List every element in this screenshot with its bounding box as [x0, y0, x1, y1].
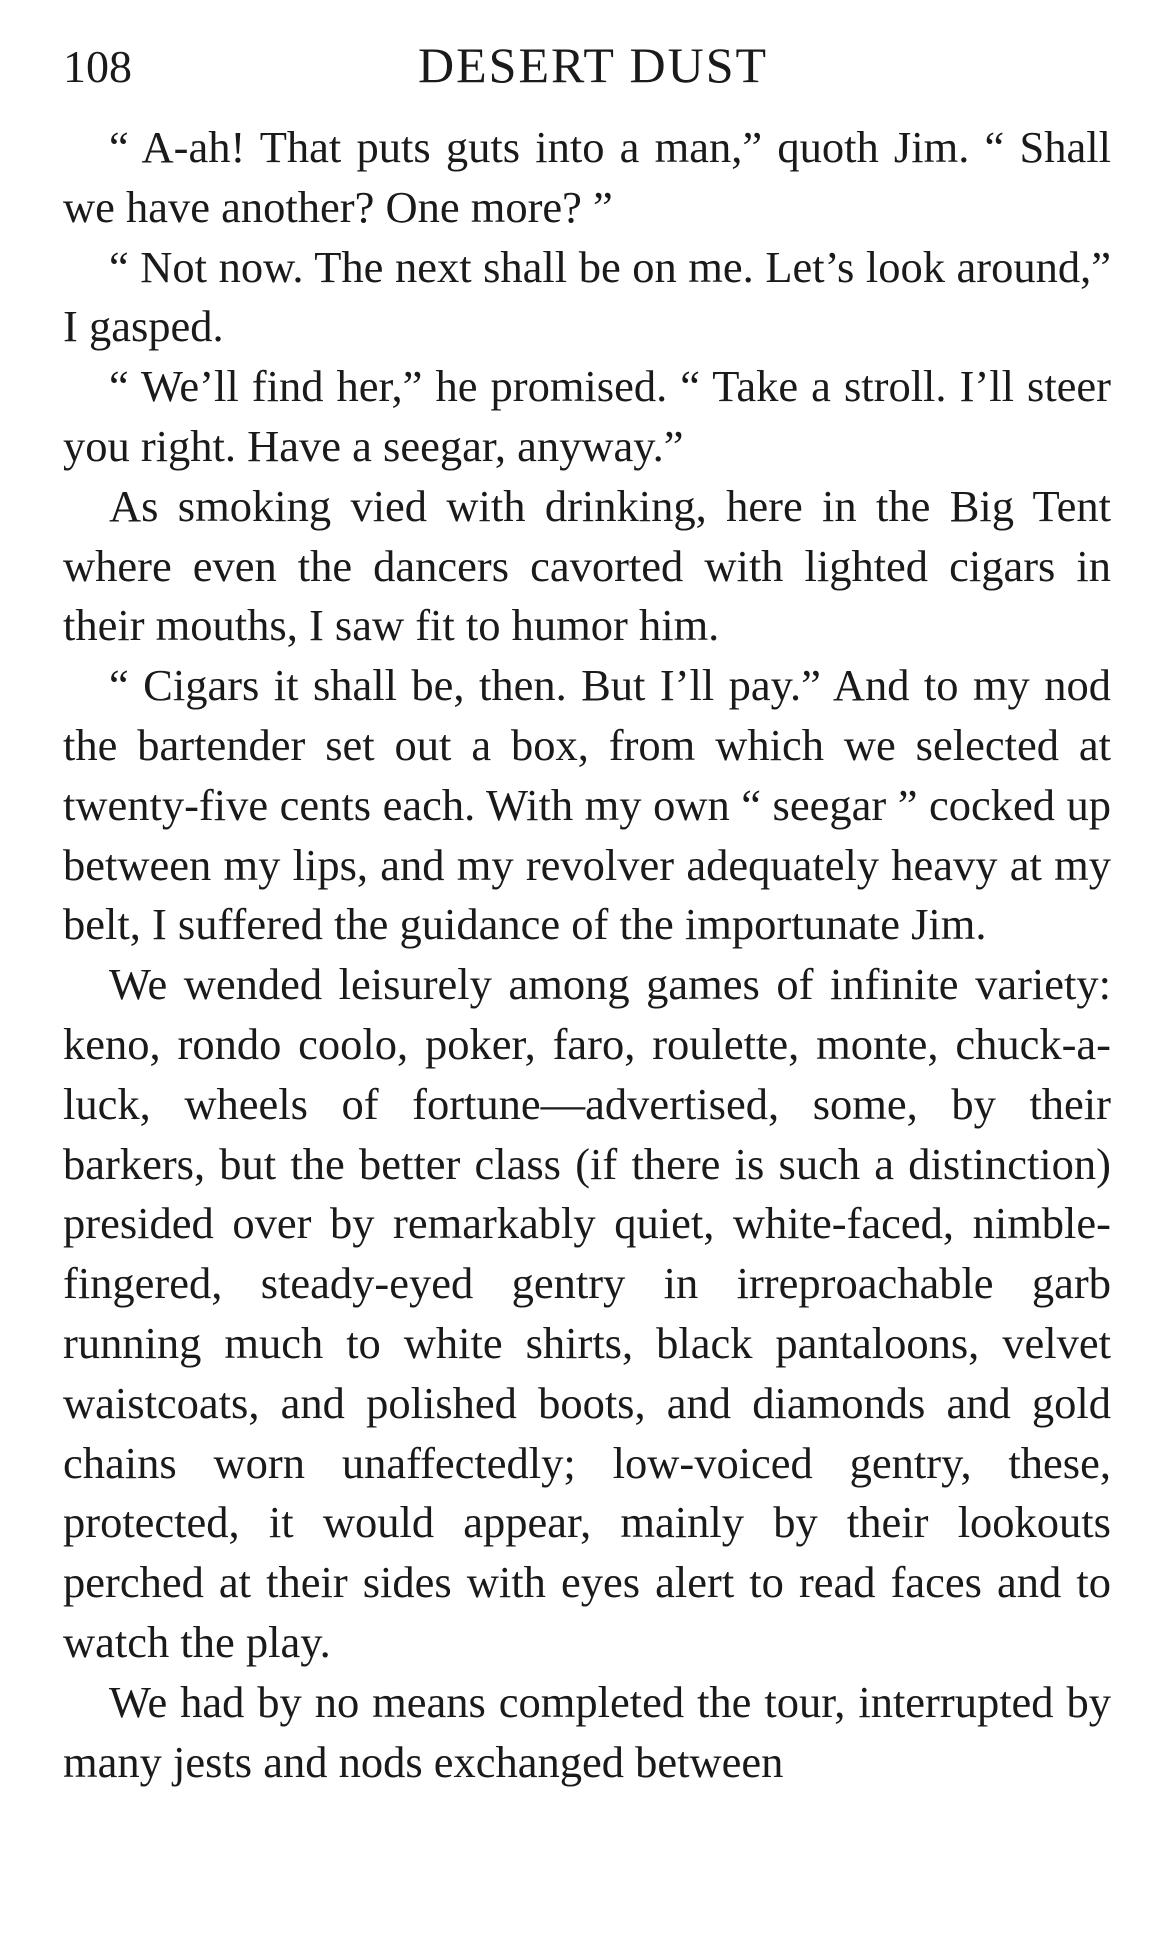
- paragraph: “ We’ll find her,” he promised. “ Take a stroll. I’ll steer you right. Have a seegar, anyway.”: [63, 361, 1111, 471]
- paragraph: As smoking vied with drinking, here in the Big Tent where even the dancers cavorted with lighted cigars in their mouths, I saw fit to humor him.: [63, 480, 1111, 651]
- page-header: [63, 36, 1111, 96]
- running-title: DESERT DUST: [418, 37, 769, 93]
- page-number: 108: [63, 41, 132, 92]
- body-text: [63, 118, 1111, 1792]
- paragraph: “ A-ah! That puts guts into a man,” quoth Jim. “ Shall we have another? One more? ”: [63, 122, 1111, 232]
- paragraph: “ Not now. The next shall be on me. Let’s look around,” I gasped.: [63, 241, 1111, 352]
- paragraph: We wended leisurely among games of infinite variety: keno, rondo coolo, poker, faro, roulette, monte, chuck-a-luck, wheels of fortune—advertised, some, by their barkers, but the better class (if there is such a distinction) presided over by remarkably quiet, white-faced, nimble-fingered, steady-eyed gentry in irreproachable garb running much to white shirts, black pantaloons, velvet waistcoats, and polished boots, and diamonds and gold chains worn unaffectedly; low-voiced gentry, these, protected, it would appear, mainly by their lookouts perched at their sides with eyes alert to read faces and to watch the play.: [63, 959, 1111, 1667]
- paragraph: “ Cigars it shall be, then. But I’ll pay.” And to my nod the bartender set out a box, from which we selected at twenty-five cents each. With my own “ seegar ” cocked up between my lips, and my revolver adequately heavy at my belt, I suffered the guidance of the importunate Jim.: [63, 660, 1111, 950]
- paragraph: We had by no means completed the tour, interrupted by many jests and nods exchanged between: [63, 1676, 1111, 1787]
